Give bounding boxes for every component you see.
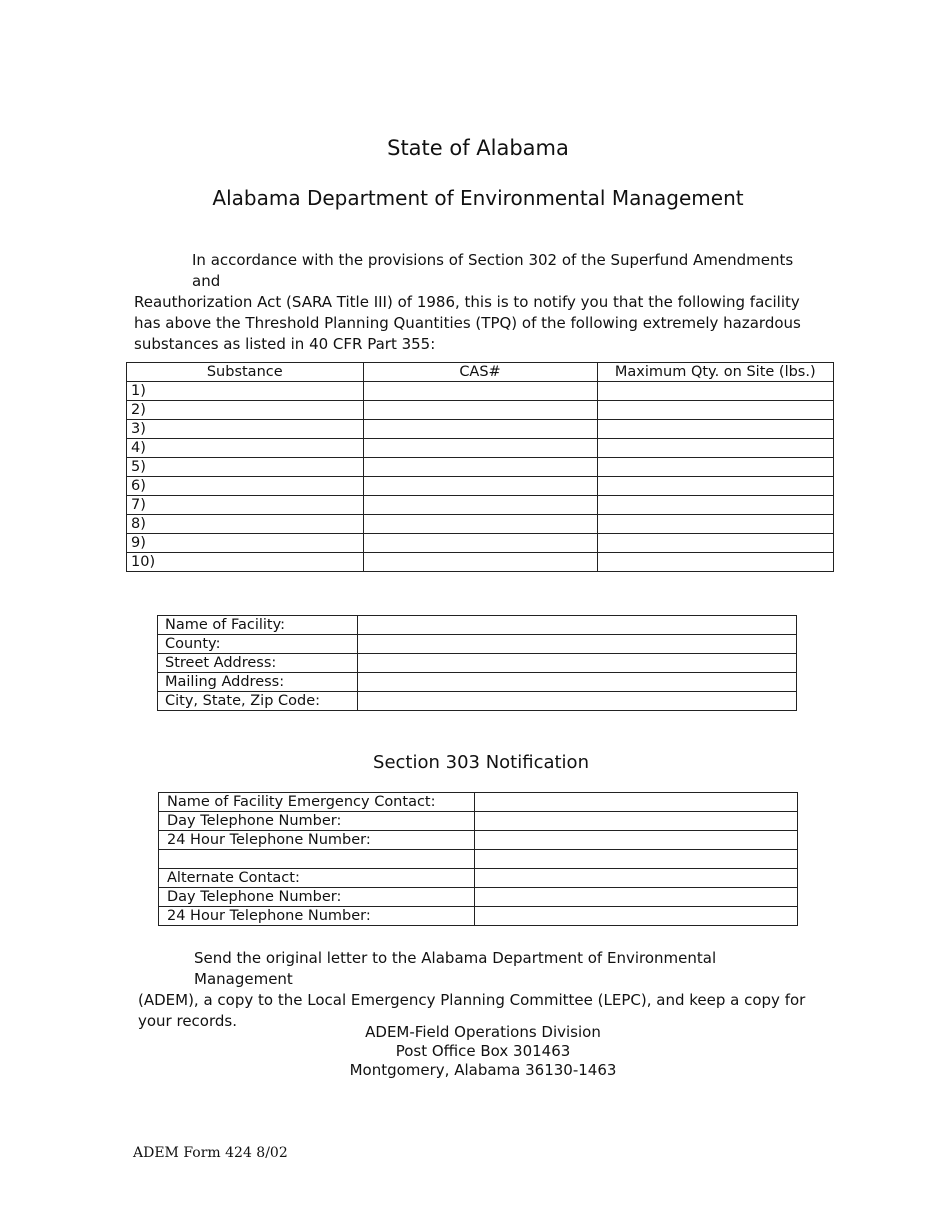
max-qty-field[interactable]: [597, 496, 833, 515]
county-label: County:: [158, 635, 358, 654]
mailing-address-field[interactable]: [358, 673, 797, 692]
send-instructions: [138, 948, 818, 1032]
table-row: [127, 515, 834, 534]
cas-field[interactable]: [363, 420, 597, 439]
facility-info-table: [157, 615, 797, 711]
table-row: [159, 869, 798, 888]
emergency-contact-table: [158, 792, 798, 926]
facility-name-label: Name of Facility:: [158, 616, 358, 635]
address-line-3: Montgomery, Alabama 36130-1463: [349, 1061, 617, 1079]
table-row: [127, 458, 834, 477]
table-header-row: [127, 363, 834, 382]
row-number: 4): [127, 439, 364, 458]
cas-field[interactable]: [363, 477, 597, 496]
row-number: 9): [127, 534, 364, 553]
max-qty-field[interactable]: [597, 401, 833, 420]
cas-field[interactable]: [363, 439, 597, 458]
cas-field[interactable]: [363, 401, 597, 420]
day-phone-label: Day Telephone Number:: [159, 812, 475, 831]
blank-row-field[interactable]: [475, 850, 798, 869]
max-qty-field[interactable]: [597, 477, 833, 496]
table-row: [127, 496, 834, 515]
table-row: [158, 635, 797, 654]
table-row: [159, 812, 798, 831]
blank-row-label: [159, 850, 475, 869]
cas-field[interactable]: [363, 515, 597, 534]
alternate-24-hour-phone-label: 24 Hour Telephone Number:: [159, 907, 475, 926]
day-phone-field[interactable]: [475, 812, 798, 831]
alternate-day-phone-label: Day Telephone Number:: [159, 888, 475, 907]
max-qty-field[interactable]: [597, 553, 833, 572]
form-number: ADEM Form 424 8/02: [133, 1145, 288, 1161]
cas-field[interactable]: [363, 458, 597, 477]
row-number: 1): [127, 382, 364, 401]
emergency-contact-field[interactable]: [475, 793, 798, 812]
send-line-rest: (ADEM), a copy to the Local Emergency Planning Committee (LEPC), and keep a copy for your records.: [138, 991, 806, 1030]
table-row: [127, 477, 834, 496]
max-qty-field[interactable]: [597, 382, 833, 401]
table-row: [127, 382, 834, 401]
address-line-1: ADEM-Field Operations Division: [365, 1023, 601, 1041]
row-number: 10): [127, 553, 364, 572]
alternate-contact-field[interactable]: [475, 869, 798, 888]
alternate-24-hour-phone-field[interactable]: [475, 907, 798, 926]
24-hour-phone-field[interactable]: [475, 831, 798, 850]
table-row: [127, 420, 834, 439]
intro-paragraph: [134, 250, 824, 355]
county-field[interactable]: [358, 635, 797, 654]
row-number: 8): [127, 515, 364, 534]
page-title-state: State of Alabama: [387, 136, 569, 160]
max-qty-field[interactable]: [597, 534, 833, 553]
table-row: [158, 654, 797, 673]
column-header-cas: CAS#: [363, 363, 597, 382]
cas-field[interactable]: [363, 382, 597, 401]
table-row: [127, 439, 834, 458]
row-number: 7): [127, 496, 364, 515]
cas-field[interactable]: [363, 534, 597, 553]
substances-table: [126, 362, 834, 572]
table-row: [127, 401, 834, 420]
alternate-day-phone-field[interactable]: [475, 888, 798, 907]
row-number: 5): [127, 458, 364, 477]
street-address-field[interactable]: [358, 654, 797, 673]
row-number: 2): [127, 401, 364, 420]
alternate-contact-label: Alternate Contact:: [159, 869, 475, 888]
emergency-contact-label: Name of Facility Emergency Contact:: [159, 793, 475, 812]
send-line-1: Send the original letter to the Alabama Department of Environmental Management: [194, 949, 717, 988]
table-row: [159, 793, 798, 812]
table-row: [159, 907, 798, 926]
table-row: [158, 673, 797, 692]
row-number: 3): [127, 420, 364, 439]
table-row: [158, 616, 797, 635]
intro-line-rest: Reauthorization Act (SARA Title III) of 1986, this is to notify you that the following facility has above the Threshold Planning Quantities (TPQ) of the following extremely hazardous substances as listed in 40 CFR Part 355:: [134, 293, 801, 353]
24-hour-phone-label: 24 Hour Telephone Number:: [159, 831, 475, 850]
page-title-department: Alabama Department of Environmental Management: [212, 186, 744, 210]
facility-name-field[interactable]: [358, 616, 797, 635]
column-header-substance: Substance: [127, 363, 364, 382]
row-number: 6): [127, 477, 364, 496]
street-address-label: Street Address:: [158, 654, 358, 673]
city-state-zip-label: City, State, Zip Code:: [158, 692, 358, 711]
max-qty-field[interactable]: [597, 420, 833, 439]
section-303-title: Section 303 Notification: [373, 752, 589, 773]
address-line-2: Post Office Box 301463: [395, 1042, 571, 1060]
mailing-address-label: Mailing Address:: [158, 673, 358, 692]
max-qty-field[interactable]: [597, 439, 833, 458]
cas-field[interactable]: [363, 553, 597, 572]
column-header-max-qty: Maximum Qty. on Site (lbs.): [597, 363, 833, 382]
mailing-address-block: [0, 1023, 950, 1080]
table-row: [127, 534, 834, 553]
table-row: [127, 553, 834, 572]
cas-field[interactable]: [363, 496, 597, 515]
intro-line-1: In accordance with the provisions of Section 302 of the Superfund Amendments and: [192, 251, 794, 290]
table-row: [159, 831, 798, 850]
table-row: [159, 850, 798, 869]
table-row: [159, 888, 798, 907]
city-state-zip-field[interactable]: [358, 692, 797, 711]
max-qty-field[interactable]: [597, 515, 833, 534]
table-row: [158, 692, 797, 711]
max-qty-field[interactable]: [597, 458, 833, 477]
